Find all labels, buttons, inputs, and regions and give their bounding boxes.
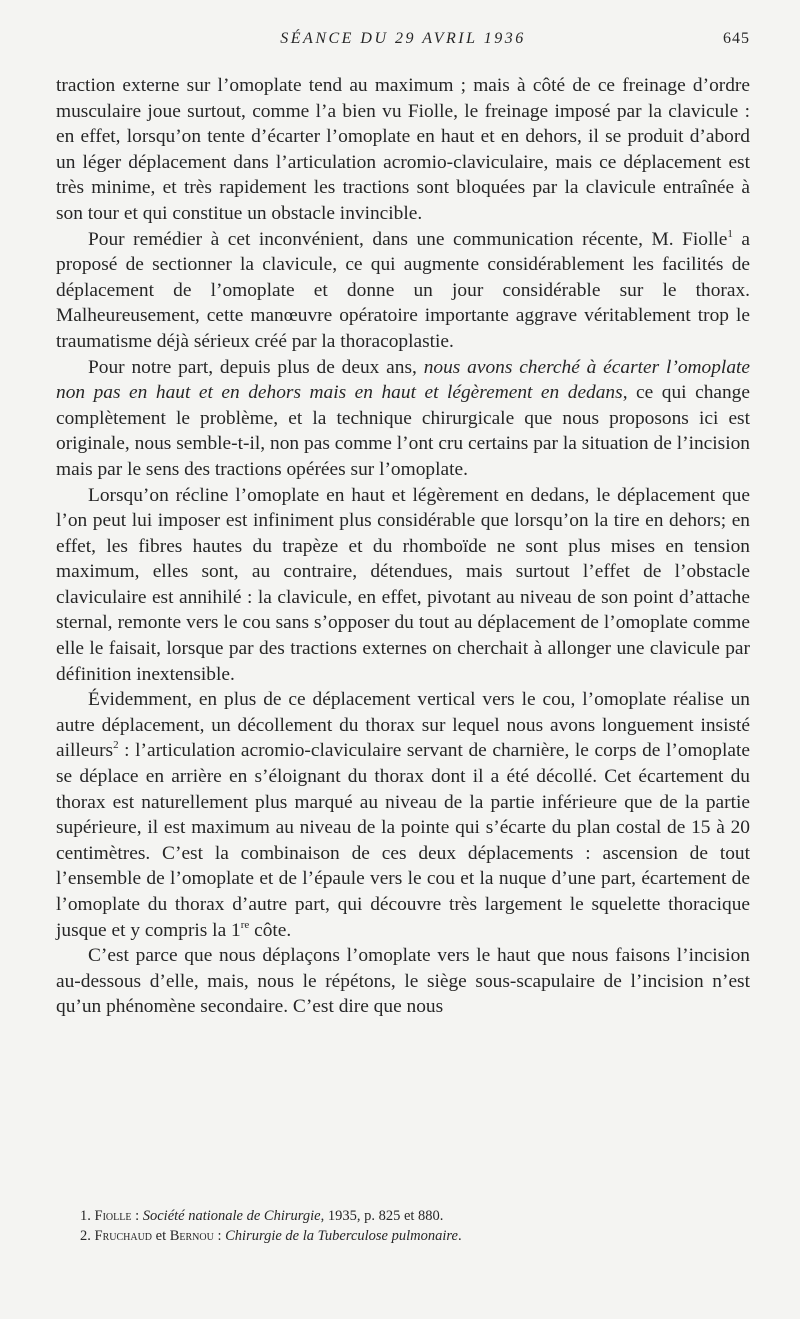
paragraph-5-text-c: côte.	[249, 919, 292, 941]
footnote-conjunction: et	[152, 1228, 170, 1244]
paragraph-6: C’est parce que nous déplaçons l’omoplate vers le haut que nous faisons l’incision au-dessous d’elle, mais, nous le répétons, le siège sous-scapulaire de l’incision n’est qu’un phénomène secondaire. C’est dire que nous	[56, 945, 750, 1018]
footnote-1	[80, 1206, 760, 1226]
paragraph-3-emphasis: nous avons cherché à écarter l’omoplate non pas en haut et en dehors mais en haut et légèrement en dedans	[56, 356, 751, 404]
footnote-source: Société nationale de Chirurgie	[142, 1208, 321, 1224]
paragraph-3-text-a: Pour notre part, depuis plus de deux ans,	[88, 356, 424, 378]
footnote-author: Fruchaud	[94, 1228, 153, 1244]
paragraph-3	[56, 355, 750, 483]
paragraph-2-text-b: a proposé de sectionner la clavicule, ce qui augmente considérablement les facilités de déplacement de l’omoplate et donne un jour considérable sur le thorax. Malheureusement, cette manœuvre opératoire importante aggrave véritablement trop le traumatisme déjà sérieux créé par la thoracoplastie.	[56, 228, 750, 352]
footnote-separator: :	[213, 1228, 226, 1244]
footnote-source: Chirurgie de la Tuberculose pulmonaire	[225, 1228, 458, 1244]
page-number: 645	[723, 30, 750, 47]
footnote-details: , 1935, p. 825 et 880.	[320, 1208, 444, 1224]
footnote-ref-2: 2	[113, 739, 119, 752]
footnote-number: 1.	[80, 1208, 91, 1224]
footnote-separator: :	[131, 1208, 143, 1224]
paragraph-5	[56, 687, 750, 943]
paragraph-2-text-a: Pour remédier à cet inconvénient, dans une communication récente, M. Fiolle	[88, 228, 728, 250]
footnote-author: Fiolle	[94, 1208, 132, 1224]
paragraph-3-text-b: , ce qui change complètement le problème, et la technique chirurgicale que nous proposons ici est originale, nous semble-t-il, non pas comme l’ont cru certains par la situation de l’incision mais par le sens des tractions opérées sur l’omoplate.	[56, 382, 750, 480]
paragraph-4: Lorsqu’on récline l’omoplate en haut et légèrement en dedans, le déplacement que l’on peut lui imposer est infiniment plus considérable que lorsqu’on la tire en dehors; en effet, les fibres hautes du trapèze et du rhomboïde ne sont plus mises en tension maximum, elles sont, au contraire, détendues, mais surtout l’effet de l’obstacle claviculaire est annihilé : la clavicule, en effet, pivotant au niveau de son point d’attache sternal, remonte vers le cou sans s’opposer du tout au déplacement de l’omoplate comme elle le faisait, lorsque par des tractions externes on cherchait à allonger une clavicule par définition inextensible.	[56, 484, 750, 685]
ordinal-superscript: re	[240, 918, 250, 931]
paragraph-2	[56, 227, 750, 355]
paragraph-1: traction externe sur l’omoplate tend au maximum ; mais à côté de ce freinage d’ordre musculaire joue surtout, comme l’a bien vu Fiolle, le freinage imposé par la clavicule : en effet, lorsqu’on tente d’écarter l’omoplate en haut et en dehors, il se produit d’abord un léger déplacement dans l’articulation acromio-claviculaire, mais ce déplacement est très minime, et très rapidement les tractions sont bloquées par la clavicule entraînée à son tour et qui constitue un obstacle invincible.	[56, 75, 750, 224]
running-header	[56, 30, 750, 56]
body-text	[56, 73, 750, 1020]
footnote-author-2: Bernou	[169, 1228, 214, 1244]
paragraph-5-text-a: Évidemment, en plus de ce déplacement vertical vers le cou, l’omoplate réalise un autre déplacement, un décollement du thorax sur lequel nous avons longuement insisté ailleurs	[56, 689, 750, 762]
paragraph-5-text-b: : l’articulation acromio-claviculaire servant de charnière, le corps de l’omoplate se déplace en arrière en s’éloignant du thorax dont il a été décollé. Cet écartement du thorax est naturellement plus marqué au niveau de la partie inférieure que de la partie supérieure, il est maximum au niveau de la pointe qui s’écarte du plan costal de 15 à 20 centimètres. C’est la combinaison de ces deux déplacements : ascension de tout l’ensemble de l’omoplate et de l’épaule vers le cou et la nuque d’une part, écartement de l’omoplate du thorax d’autre part, qui découvre très largement le squelette thoracique jusque et y compris la 1	[56, 740, 750, 941]
footnote-ref-1: 1	[727, 227, 733, 240]
running-title: SÉANCE DU 29 AVRIL 1936	[280, 30, 526, 47]
footnote-2	[80, 1226, 760, 1246]
footnote-details: .	[457, 1228, 462, 1244]
footnote-number: 2.	[80, 1228, 91, 1244]
footnotes	[80, 1206, 760, 1246]
